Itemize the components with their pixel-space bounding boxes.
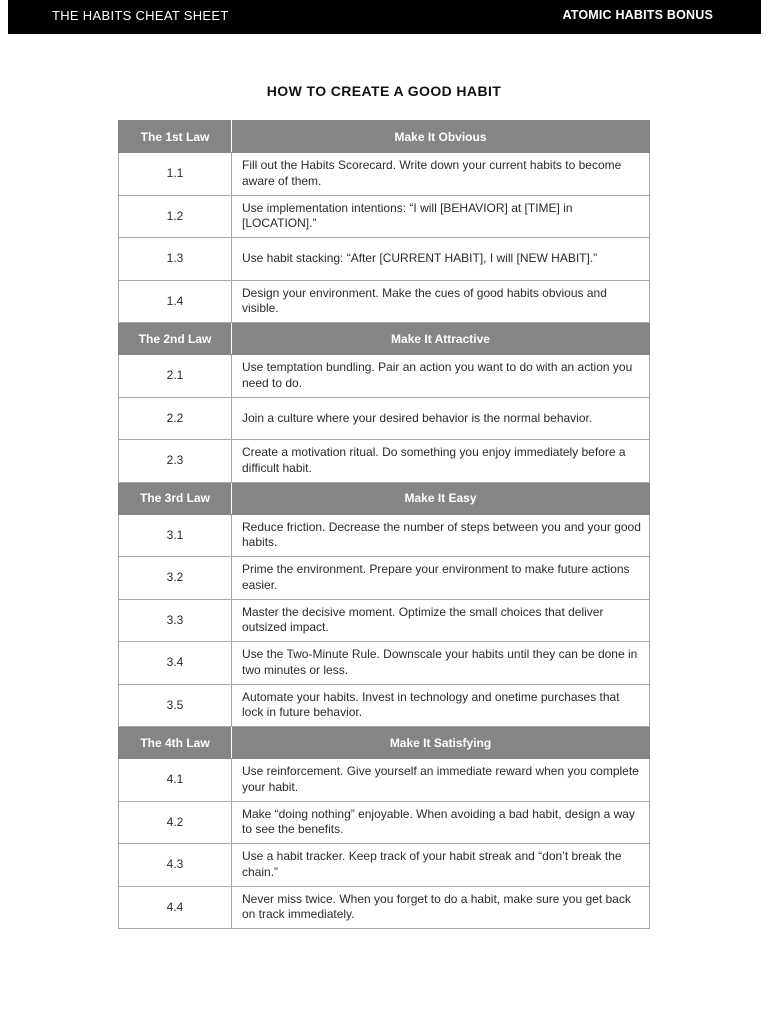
item-number: 1.3 [119, 238, 232, 281]
page-title: HOW TO CREATE A GOOD HABIT [266, 83, 502, 99]
item-text: Use a habit tracker. Keep track of your habit streak and “don’t break the chain.” [232, 844, 650, 887]
table-row [119, 642, 650, 685]
table-row [119, 238, 650, 281]
item-number: 3.3 [119, 599, 232, 642]
item-text: Never miss twice. When you forget to do a habit, make sure you get back on track immediately. [232, 886, 650, 929]
item-text: Reduce friction. Decrease the number of steps between you and your good habits. [232, 514, 650, 557]
table-row [119, 886, 650, 929]
item-text: Use habit stacking: “After [CURRENT HABIT], I will [NEW HABIT].” [232, 238, 650, 281]
table-row [119, 684, 650, 727]
item-number: 2.3 [119, 440, 232, 483]
item-number: 2.2 [119, 397, 232, 440]
table-row [119, 759, 650, 802]
law-label: The 2nd Law [119, 323, 232, 355]
table-row [119, 195, 650, 238]
table-row [119, 844, 650, 887]
item-text: Use implementation intentions: “I will [BEHAVIOR] at [TIME] in [LOCATION].” [232, 195, 650, 238]
item-number: 3.4 [119, 642, 232, 685]
item-number: 1.2 [119, 195, 232, 238]
item-number: 4.4 [119, 886, 232, 929]
law-header-row [119, 727, 650, 759]
law-label: The 3rd Law [119, 482, 232, 514]
item-number: 3.2 [119, 557, 232, 600]
table-row [119, 801, 650, 844]
item-text: Fill out the Habits Scorecard. Write down your current habits to become aware of them. [232, 153, 650, 196]
item-number: 3.1 [119, 514, 232, 557]
habits-table [118, 120, 650, 929]
bonus-label: ATOMIC HABITS BONUS [562, 8, 713, 22]
law-label: The 1st Law [119, 121, 232, 153]
item-text: Join a culture where your desired behavior is the normal behavior. [232, 397, 650, 440]
item-text: Automate your habits. Invest in technology and onetime purchases that lock in future behavior. [232, 684, 650, 727]
item-number: 2.1 [119, 355, 232, 398]
table-row [119, 397, 650, 440]
law-heading: Make It Easy [232, 482, 650, 514]
law-heading: Make It Obvious [232, 121, 650, 153]
item-number: 1.1 [119, 153, 232, 196]
law-header-row [119, 121, 650, 153]
item-text: Use reinforcement. Give yourself an immediate reward when you complete your habit. [232, 759, 650, 802]
table-row [119, 440, 650, 483]
item-text: Make “doing nothing” enjoyable. When avoiding a bad habit, design a way to see the benefits. [232, 801, 650, 844]
header-bar [8, 0, 761, 34]
item-number: 4.3 [119, 844, 232, 887]
table-row [119, 355, 650, 398]
table-row [119, 557, 650, 600]
law-header-row [119, 482, 650, 514]
item-text: Design your environment. Make the cues of good habits obvious and visible. [232, 280, 650, 323]
item-text: Use temptation bundling. Pair an action you want to do with an action you need to do. [232, 355, 650, 398]
cheat-sheet-label: THE HABITS CHEAT SHEET [52, 8, 229, 23]
item-text: Prime the environment. Prepare your environment to make future actions easier. [232, 557, 650, 600]
item-number: 4.1 [119, 759, 232, 802]
table-row [119, 153, 650, 196]
item-number: 3.5 [119, 684, 232, 727]
item-number: 4.2 [119, 801, 232, 844]
item-number: 1.4 [119, 280, 232, 323]
item-text: Use the Two-Minute Rule. Downscale your habits until they can be done in two minutes or less. [232, 642, 650, 685]
law-header-row [119, 323, 650, 355]
table-row [119, 514, 650, 557]
law-heading: Make It Attractive [232, 323, 650, 355]
item-text: Create a motivation ritual. Do something you enjoy immediately before a difficult habit. [232, 440, 650, 483]
law-heading: Make It Satisfying [232, 727, 650, 759]
item-text: Master the decisive moment. Optimize the small choices that deliver outsized impact. [232, 599, 650, 642]
table-row [119, 599, 650, 642]
law-label: The 4th Law [119, 727, 232, 759]
table-row [119, 280, 650, 323]
